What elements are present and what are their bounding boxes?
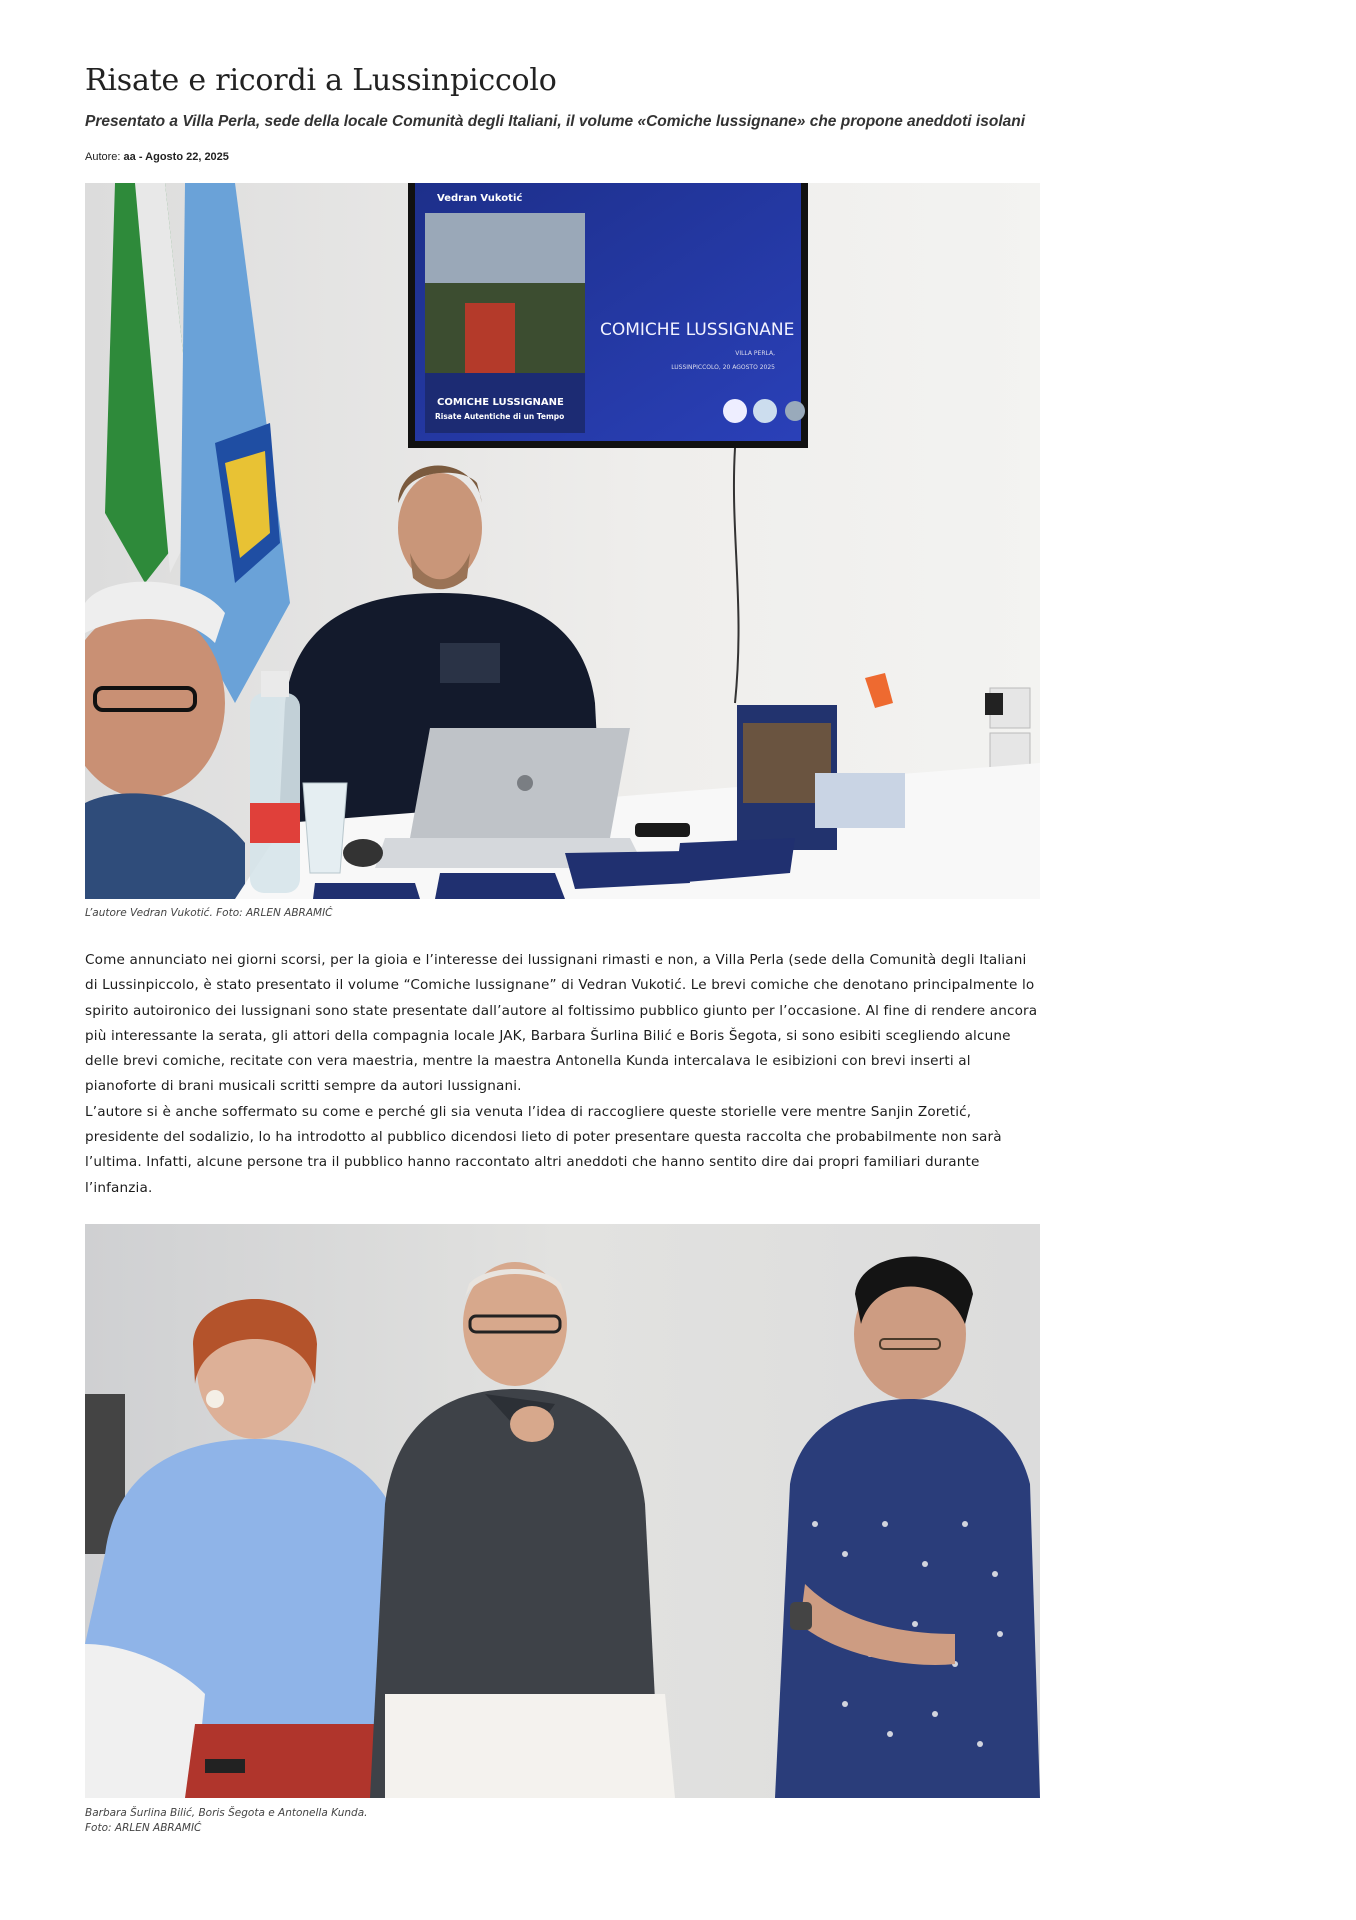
photo-performers-caption bbox=[85, 1806, 367, 1836]
slide-cover-subtitle: Risate Autentiche di un Tempo bbox=[435, 412, 565, 421]
photo-performers-caption-line-2: Foto: ARLEN ABRAMIĆ bbox=[85, 1822, 202, 1834]
slide-cover-title: COMICHE LUSSIGNANE bbox=[437, 397, 564, 408]
photo-author-presentation-image bbox=[85, 183, 1040, 899]
slide-date-text: LUSSINPICCOLO, 20 AGOSTO 2025 bbox=[671, 364, 775, 371]
photo-performers bbox=[85, 1224, 1040, 1798]
author-name[interactable]: aa bbox=[123, 151, 136, 163]
body-paragraph-1: Come annunciato nei giorni scorsi, per la gioia e l’interesse dei lussignani rimasti e non, a Villa Perla (sede della Comunità degli Italiani di Lussinpiccolo, è stato presentato il volume “Comiche lussignane” di Vedran Vukotić. Le brevi comiche che denotano principalmente lo spirito autoironico dei lussignani sono state presentate dall’autore al foltissimo pubblico giunto per l’occasione. Al fine di rendere ancora più interessante la serata, gli attori della compagnia locale JAK, Barbara Šurlina Bilić e Boris Šegota, si sono esibiti scegliendo alcune delle brevi comiche, recitate con vera maestria, mentre la maestra Antonella Kunda intercalava le esibizioni con brevi inserti al pianoforte di brani musicali scritti sempre da autori lussignani. bbox=[85, 952, 1038, 1095]
photo-performers-caption-line-1: Barbara Šurlina Bilić, Boris Šegota e Antonella Kunda. bbox=[85, 1807, 368, 1819]
author-label: Autore: bbox=[85, 151, 121, 163]
body-paragraph-2: L’autore si è anche soffermato su come e perché gli sia venuta l’idea di raccogliere queste storielle vere mentre Sanjin Zoretić, presidente del sodalizio, lo ha introdotto al pubblico dicendosi lieto di poter presentare questa raccolta che probabilmente non sarà l’ultima. Infatti, alcune persone tra il pubblico hanno raccontato altri aneddoti che hanno sentito dire dai propri familiari durante l’infanzia. bbox=[85, 1103, 1002, 1196]
slide-author-text: Vedran Vukotić bbox=[437, 193, 523, 204]
photo-author-caption: L’autore Vedran Vukotić. Foto: ARLEN ABRAMIĆ bbox=[85, 907, 333, 919]
byline bbox=[85, 151, 229, 163]
publish-date: - Agosto 22, 2025 bbox=[138, 151, 229, 163]
article-subtitle: Presentato a Villa Perla, sede della locale Comunità degli Italiani, il volume «Comiche lussignane» che propone aneddoti isolani bbox=[85, 113, 1026, 130]
photo-author-presentation bbox=[85, 183, 1040, 899]
slide-venue-text: VILLA PERLA, bbox=[735, 350, 775, 357]
article-body bbox=[85, 948, 1040, 1201]
slide-title-text: COMICHE LUSSIGNANE bbox=[600, 320, 795, 340]
photo-performers-image bbox=[85, 1224, 1040, 1798]
article-title: Risate e ricordi a Lussinpiccolo bbox=[85, 63, 557, 98]
